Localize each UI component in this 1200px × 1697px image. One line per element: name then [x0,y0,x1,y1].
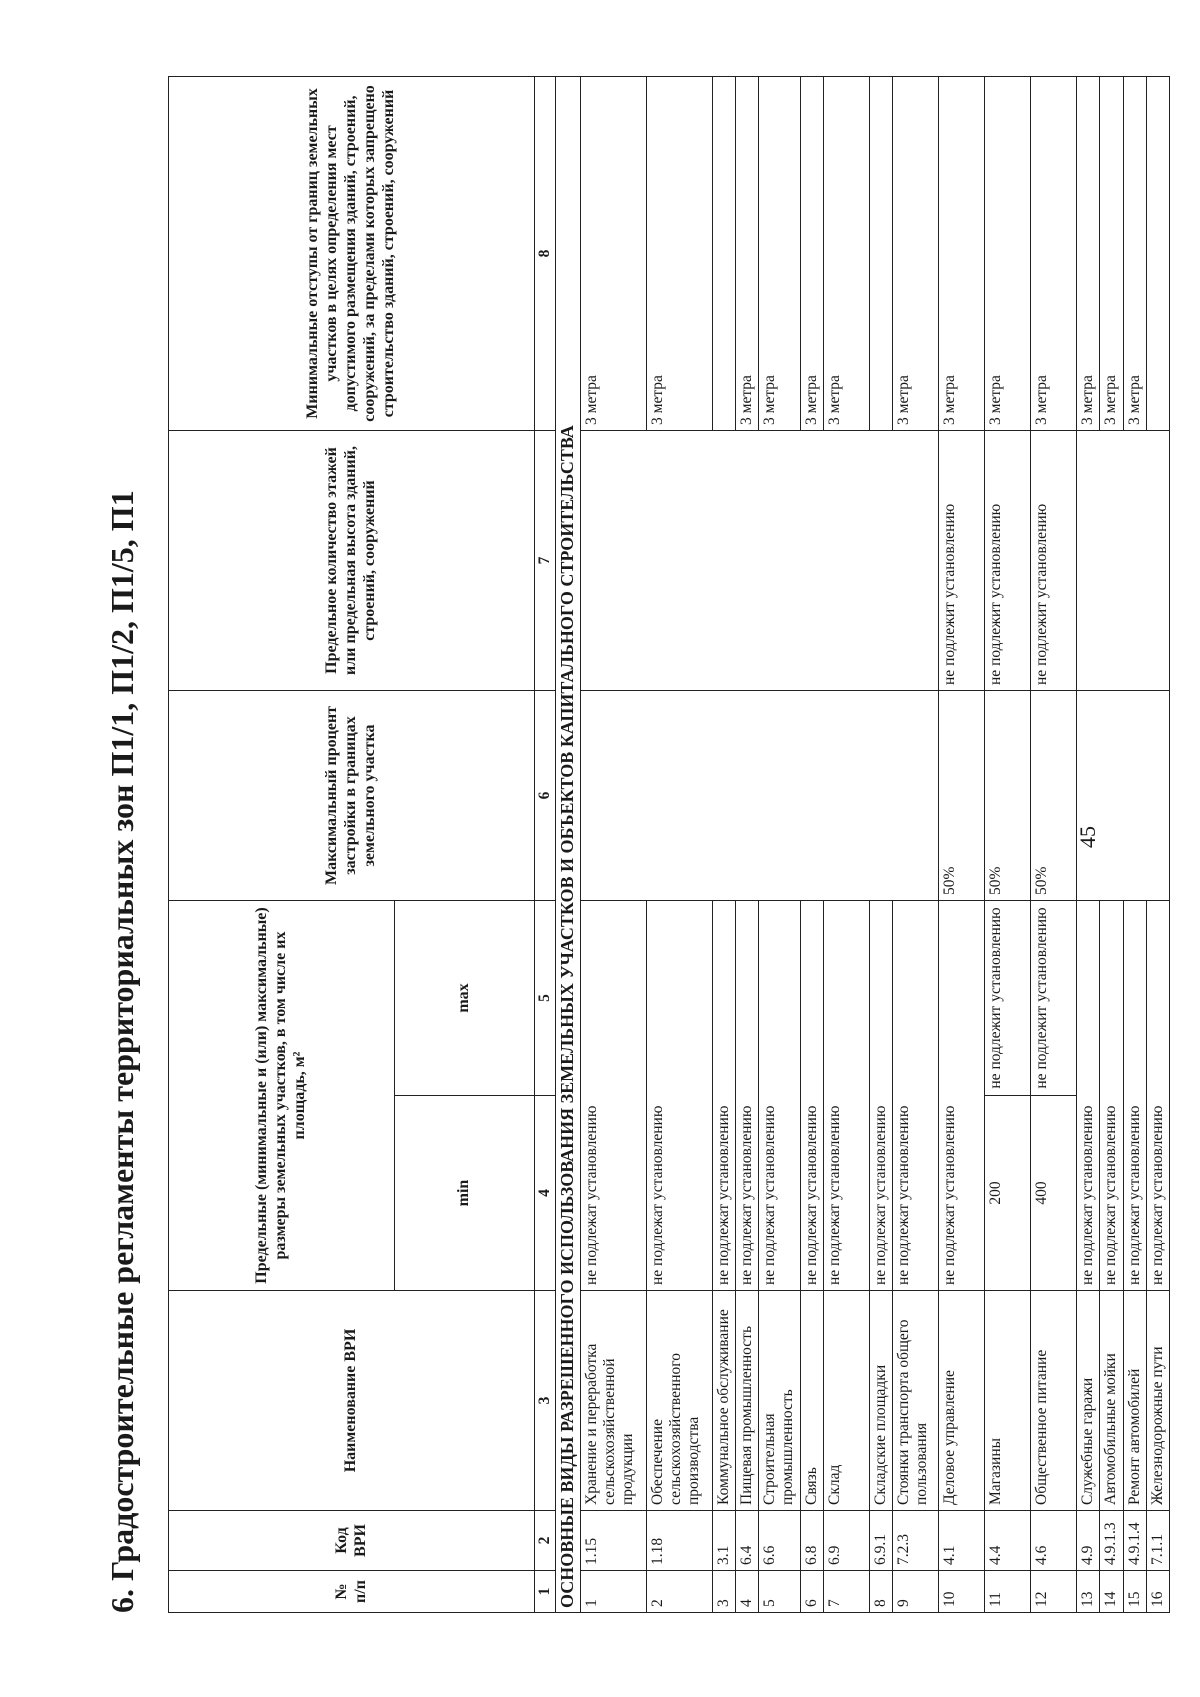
row-floors: не подлежит установлению [939,430,985,690]
row-setback: 3 метра [646,76,712,430]
table-row [985,76,1031,1612]
row-size: не подлежат установлению [735,900,758,1290]
row-num: 16 [1147,1571,1170,1613]
row-size: не подлежат установлению [869,900,892,1290]
row-floors [580,430,939,690]
row-max: не подлежит установлению [985,900,1031,1095]
row-name: Железнодорожные пути [1147,1291,1170,1511]
row-num: 4 [735,1571,758,1613]
row-name: Обеспечение сельскохозяйственного производства [646,1291,712,1511]
row-name: Автомобильные мойки [1100,1291,1123,1511]
table-row [1077,76,1100,1612]
row-setback: 3 метра [985,76,1031,430]
row-max: не подлежит установлению [1031,900,1077,1095]
row-percent [580,690,939,900]
header-code: Код ВРИ [169,1511,535,1571]
row-min: 400 [1031,1096,1077,1291]
row-setback [869,76,892,430]
row-setback: 3 метра [1100,76,1123,430]
section-row [556,76,580,1612]
row-size: не подлежат установлению [1100,900,1123,1290]
header-percent: Максимальный процент застройки в границах земельного участка [169,690,535,900]
row-setback [712,76,735,430]
row-num: 13 [1077,1571,1100,1613]
row-size: не подлежат установлению [580,900,646,1290]
column-number: 7 [535,430,556,690]
row-setback: 3 метра [939,76,985,430]
row-setback: 3 метра [800,76,823,430]
row-num: 5 [759,1571,801,1613]
document-title: 6. Градостроительные регламенты территориальных зон П1/1, П1/2, П1/5, П1 [104,490,140,1613]
header-floors: Предельное количество этажей или предельная высота зданий, строений, сооружений [169,430,535,690]
row-size: не подлежат установлению [893,900,939,1290]
row-name: Связь [800,1291,823,1511]
row-min: 200 [985,1096,1031,1291]
row-num: 15 [1123,1571,1146,1613]
header-row [169,76,395,1612]
row-size: не подлежат установлению [823,900,869,1290]
header-name: Наименование ВРИ [169,1291,535,1511]
row-percent: 50% [985,690,1031,900]
row-num: 3 [712,1571,735,1613]
column-number: 2 [535,1511,556,1571]
row-num: 11 [985,1571,1031,1613]
row-setback: 3 метра [580,76,646,430]
column-number: 1 [535,1571,556,1613]
row-size: не подлежат установлению [1123,900,1146,1290]
row-code: 4.1 [939,1511,985,1571]
row-num: 9 [893,1571,939,1613]
row-code: 6.6 [759,1511,801,1571]
column-number-row [535,76,556,1612]
row-num: 1 [580,1571,646,1613]
row-size: не подлежат установлению [759,900,801,1290]
header-num: № п/п [169,1571,535,1613]
regulations-table [168,76,1170,1613]
row-name: Ремонт автомобилей [1123,1291,1146,1511]
row-percent [1077,690,1170,900]
row-code: 6.8 [800,1511,823,1571]
row-code: 6.4 [735,1511,758,1571]
header-size-group: Предельные (минимальные и (или) максимальные) размеры земельных участков, в том числе их площадь, м² [169,900,395,1290]
row-name: Служебные гаражи [1077,1291,1100,1511]
row-code: 4.4 [985,1511,1031,1571]
row-name: Магазины [985,1291,1031,1511]
table-row [1031,76,1077,1612]
row-floors: не подлежит установлению [1031,430,1077,690]
row-num: 2 [646,1571,712,1613]
row-code: 3.1 [712,1511,735,1571]
column-number: 3 [535,1291,556,1511]
row-size: не подлежат установлению [1147,900,1170,1290]
row-code: 6.9.1 [869,1511,892,1571]
row-setback: 3 метра [893,76,939,430]
row-setback: 3 метра [759,76,801,430]
row-name: Пищевая промышленность [735,1291,758,1511]
header-setback: Минимальные отступы от границ земельных участков в целях определения мест допустимого размещения зданий, строений, сооружений, за пределами которых запрещено строительство зданий, строений, сооружений [169,76,535,430]
table-row [939,76,985,1612]
table-row [580,76,646,1612]
row-name: Общественное питание [1031,1291,1077,1511]
row-code: 4.9.1.3 [1100,1511,1123,1571]
row-setback: 3 метра [1123,76,1146,430]
row-code: 1.15 [580,1511,646,1571]
row-size: не подлежат установлению [712,900,735,1290]
row-setback [1147,76,1170,430]
row-percent: 50% [1031,690,1077,900]
row-size: не подлежат установлению [800,900,823,1290]
row-size: не подлежат установлению [1077,900,1100,1290]
row-floors: не подлежит установлению [985,430,1031,690]
row-code: 4.9.1.4 [1123,1511,1146,1571]
row-setback: 3 метра [1077,76,1100,430]
row-setback: 3 метра [735,76,758,430]
row-name: Деловое управление [939,1291,985,1511]
row-name: Стоянки транспорта общего пользования [893,1291,939,1511]
row-name: Хранение и переработка сельскохозяйственной продукции [580,1291,646,1511]
row-num: 14 [1100,1571,1123,1613]
row-num: 8 [869,1571,892,1613]
row-name: Складские площадки [869,1291,892,1511]
row-size: не подлежат установлению [646,900,712,1290]
row-num: 6 [800,1571,823,1613]
row-percent: 50% [939,690,985,900]
row-num: 10 [939,1571,985,1613]
column-number: 8 [535,76,556,430]
header-min: min [395,1096,535,1291]
row-code: 7.2.3 [893,1511,939,1571]
row-num: 12 [1031,1571,1077,1613]
section-title: ОСНОВНЫЕ ВИДЫ РАЗРЕШЕННОГО ИСПОЛЬЗОВАНИЯ ЗЕМЕЛЬНЫХ УЧАСТКОВ И ОБЪЕКТОВ КАПИТАЛЬНОГО СТРОИТЕЛЬСТВА [556,76,580,1612]
page-number: 45 [1075,826,1100,848]
column-number: 6 [535,690,556,900]
row-code: 1.18 [646,1511,712,1571]
column-number: 4 [535,1096,556,1291]
row-name: Склад [823,1291,869,1511]
row-name: Строительная промышленность [759,1291,801,1511]
row-code: 4.9 [1077,1511,1100,1571]
row-code: 4.6 [1031,1511,1077,1571]
column-number: 5 [535,900,556,1095]
row-code: 6.9 [823,1511,869,1571]
header-max: max [395,900,535,1095]
rotated-page-content [92,65,1167,1625]
row-code: 7.1.1 [1147,1511,1170,1571]
row-name: Коммунальное обслуживание [712,1291,735,1511]
row-floors [1077,430,1170,690]
row-num: 7 [823,1571,869,1613]
row-setback: 3 метра [1031,76,1077,430]
row-size: не подлежат установлению [939,900,985,1290]
row-setback: 3 метра [823,76,869,430]
